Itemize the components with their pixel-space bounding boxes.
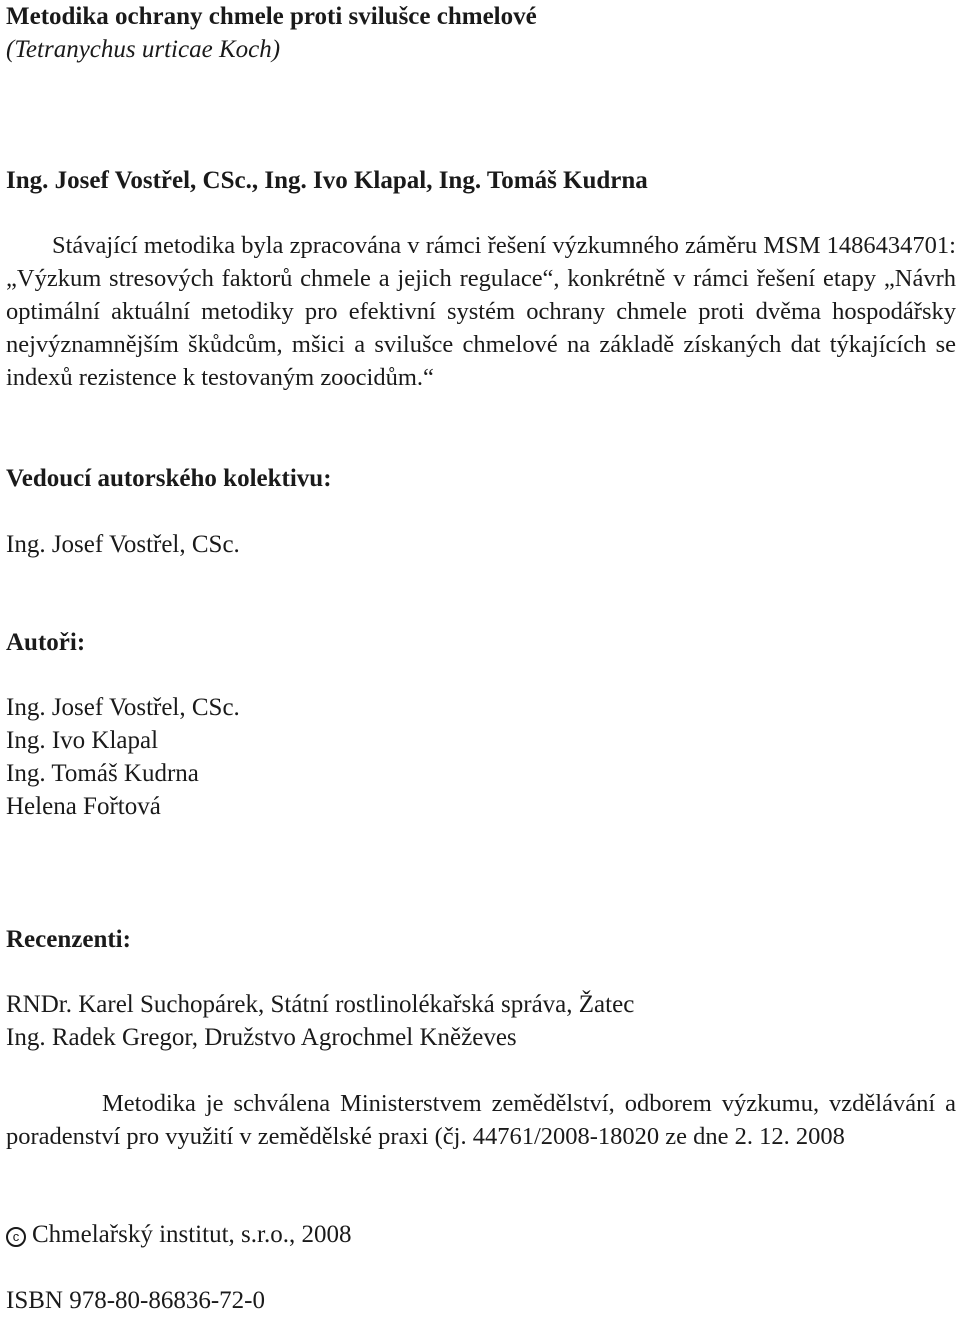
approval-paragraph-text: Metodika je schválena Ministerstvem zemědělství, odborem výzkumu, vzdělávání a poradenství pro využití v zemědělské praxi (čj. 44761/2008-18020 ze dne 2. 12. 2008 bbox=[6, 1090, 956, 1150]
author-name-3: Ing. Tomáš Kudrna bbox=[6, 760, 199, 787]
reviewers-label: Recenzenti: bbox=[6, 926, 131, 953]
author-name-1: Ing. Josef Vostřel, CSc. bbox=[6, 694, 240, 721]
reviewer-2: Ing. Radek Gregor, Družstvo Agrochmel Kněževes bbox=[6, 1024, 517, 1051]
authors-label: Autoři: bbox=[6, 629, 86, 656]
title-line-2: (Tetranychus urticae Koch) bbox=[6, 36, 281, 63]
title-line-1: Metodika ochrany chmele proti svilušce chmelové bbox=[6, 3, 537, 30]
authors-line: Ing. Josef Vostřel, CSc., Ing. Ivo Klapal, Ing. Tomáš Kudrna bbox=[6, 167, 648, 194]
author-name-4: Helena Fořtová bbox=[6, 793, 161, 820]
copyright-text: Chmelařský institut, s.r.o., 2008 bbox=[32, 1221, 352, 1248]
isbn: ISBN 978-80-86836-72-0 bbox=[6, 1287, 266, 1314]
intro-paragraph bbox=[6, 229, 956, 394]
leader-label: Vedoucí autorského kolektivu: bbox=[6, 465, 332, 492]
approval-paragraph bbox=[6, 1087, 956, 1153]
leader-name: Ing. Josef Vostřel, CSc. bbox=[6, 531, 240, 558]
copyright-icon: c bbox=[6, 1227, 26, 1247]
intro-paragraph-text: Stávající metodika byla zpracována v rámci řešení výzkumného záměru MSM 1486434701: „Výzkum stresových faktorů chmele a jejich regulace“, konkrétně v rámci řešení etapy „Návrh optimální aktuální metodiky pro efektivní systém ochrany chmele proti dvěma hospodářsky nejvýznamnějším škůdcům, mšici a svilušce chmelové na základě získaných dat týkajících se indexů rezistence k testovaným zoocidům.“ bbox=[6, 232, 956, 391]
author-name-2: Ing. Ivo Klapal bbox=[6, 727, 159, 754]
reviewer-1: RNDr. Karel Suchopárek, Státní rostlinolékařská správa, Žatec bbox=[6, 991, 635, 1018]
copyright-line bbox=[6, 1218, 351, 1251]
